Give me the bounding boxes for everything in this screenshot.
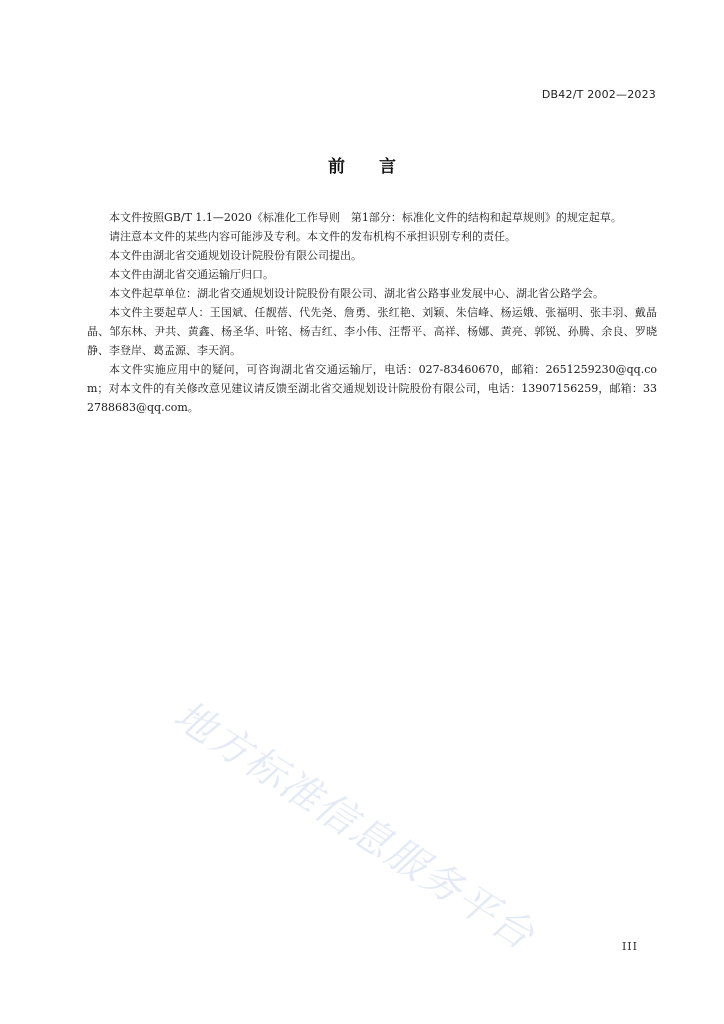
paragraph-administrator: 本文件由湖北省交通运输厅归口。 — [109, 268, 274, 281]
paragraph-patent-notice: 请注意本文件的某些内容可能涉及专利。本文件的发布机构不承担识别专利的责任。 — [109, 230, 516, 243]
watermark: 地方标准信息服务平台 — [165, 692, 543, 960]
page-number: III — [621, 940, 638, 953]
paragraph-contact: 本文件实施应用中的疑问，可咨询湖北省交通运输厅，电话：027-83460670，邮箱：2651259230@qq.com；对本文件的有关修改意见建议请反馈至湖北省交通规划设计院股份有限公司，电话：13907156259，邮箱：332788683@qq.com。 — [87, 363, 657, 414]
paragraph-proposer: 本文件由湖北省交通规划设计院股份有限公司提出。 — [109, 249, 362, 262]
paragraph-drafting-units: 本文件起草单位：湖北省交通规划设计院股份有限公司、湖北省公路事业发展中心、湖北省公路学会。 — [109, 287, 604, 300]
page-title: 前言 — [328, 157, 430, 177]
paragraph-drafters: 本文件主要起草人：王国斌、任靓蓓、代先尧、詹勇、张红艳、刘颖、朱信峰、杨运娥、张福明、张丰羽、戴晶晶、邹东林、尹共、黄鑫、杨圣华、叶铭、杨吉红、李小伟、汪帮平、高祥、杨娜、黄亮、郭锐、孙腾、余良、罗晓静、李登岸、葛孟源、李天润。 — [87, 306, 657, 357]
paragraph-standard-basis: 本文件按照GB/T 1.1—2020《标准化工作导则 第1部分：标准化文件的结构和起草规则》的规定起草。 — [109, 211, 622, 224]
document-code: DB42/T 2002—2023 — [541, 88, 656, 101]
foreword-body — [87, 208, 657, 417]
